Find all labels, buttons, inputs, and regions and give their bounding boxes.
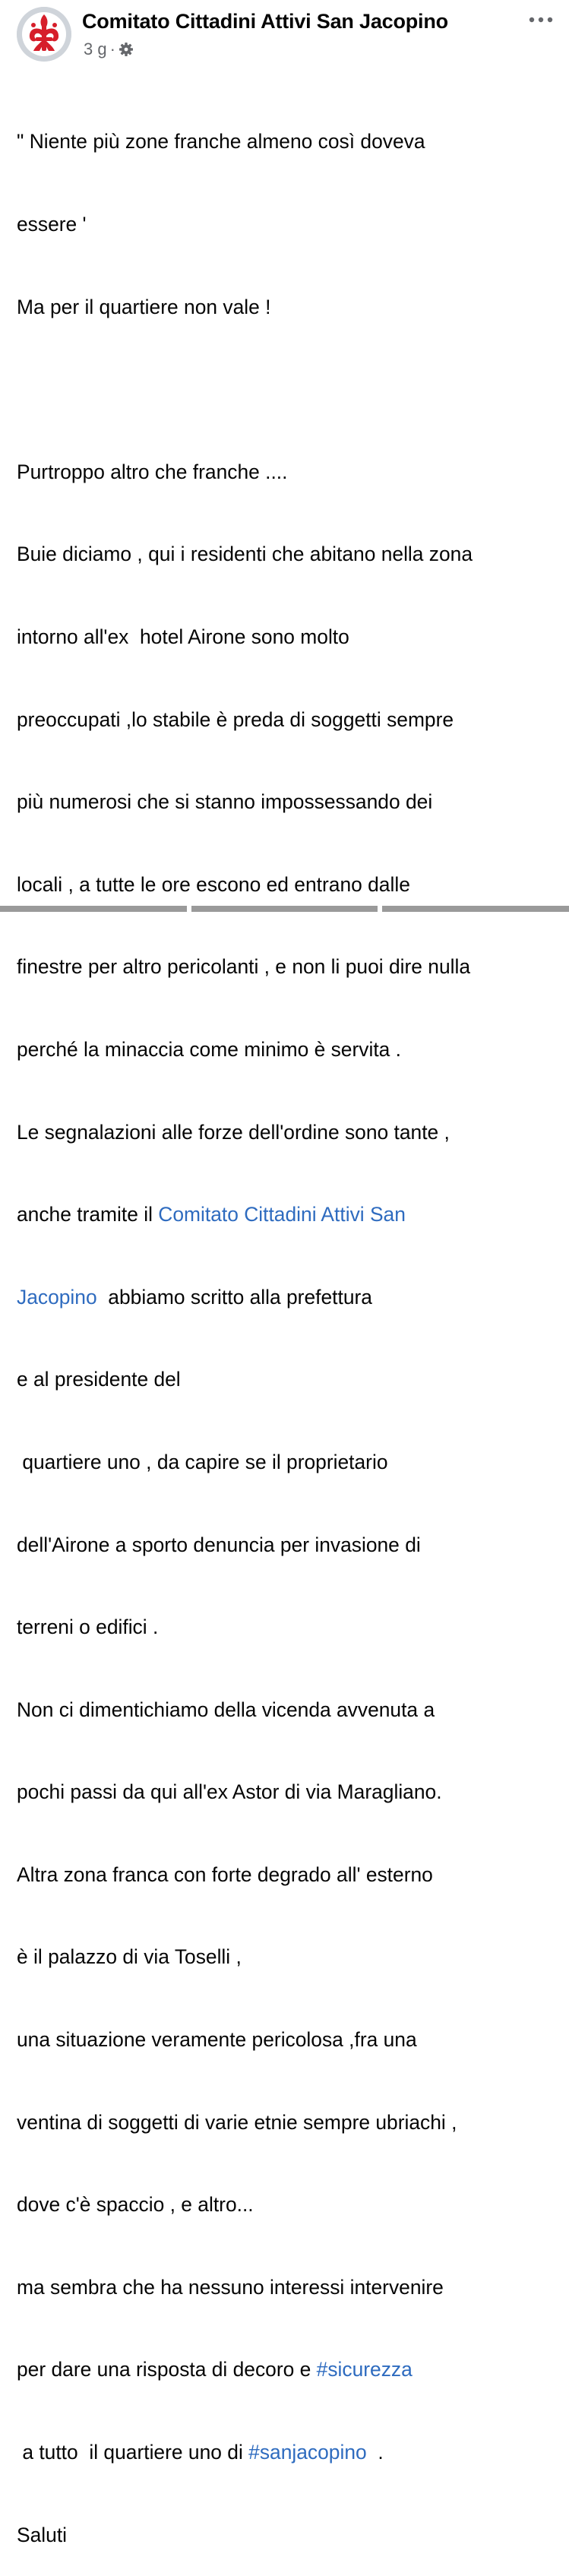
post-body [17, 73, 560, 2576]
post-line [17, 2356, 560, 2383]
page-mention-link[interactable]: Comitato Cittadini Attivi San [158, 1203, 406, 1226]
post-line: ventina di soggetti di varie etnie sempre ubriachi , [17, 2110, 457, 2134]
post-line: e al presidente del [17, 1368, 181, 1391]
post-time[interactable]: 3 g [84, 40, 107, 59]
post-line: è il palazzo di via Toselli , [17, 1945, 242, 1969]
post-line: Purtroppo altro che franche .... [17, 460, 288, 483]
post-line: Ma per il quartiere non vale ! [17, 295, 271, 318]
post-text: . [366, 2441, 384, 2464]
post-line: terreni o edifici . [17, 1616, 159, 1639]
post-line: Non ci dimentichiamo della vicenda avvenuta a [17, 1698, 435, 1721]
photo-thumbnail[interactable] [191, 906, 378, 912]
post-text: anche tramite il [17, 1203, 159, 1226]
post-meta [84, 40, 134, 59]
page-name-link[interactable]: Comitato Cittadini Attivi San Jacopino [82, 10, 448, 33]
florence-lily-icon [17, 7, 71, 62]
hashtag-link[interactable]: #sicurezza [316, 2358, 413, 2381]
post-line [17, 1283, 560, 1311]
post-text: a tutto il quartiere uno di [17, 2441, 249, 2464]
post-line: locali , a tutte le ore escono ed entrano dalle [17, 872, 410, 896]
post-line: Le segnalazioni alle forze dell'ordine sono tante , [17, 1120, 450, 1144]
page-avatar[interactable] [17, 7, 71, 62]
more-dots-icon [529, 17, 553, 23]
post-line: perché la minaccia come minimo è servita . [17, 1037, 402, 1061]
post-line [17, 1201, 560, 1228]
attached-photos-preview[interactable] [0, 906, 569, 912]
post-line: dell'Airone a sporto denuncia per invasione di [17, 1533, 421, 1556]
post-line: ma sembra che ha nessuno interessi intervenire [17, 2275, 444, 2299]
page-mention-link[interactable]: Jacopino [17, 1285, 97, 1309]
post-line [17, 2438, 560, 2466]
more-options-button[interactable] [526, 11, 556, 29]
post-line: " Niente più zone franche almeno così doveva [17, 130, 425, 153]
post-line: quartiere uno , da capire se il proprietario [17, 1450, 388, 1473]
post-line: Saluti [17, 2523, 68, 2546]
post-line: preoccupati ,lo stabile è preda di soggetti sempre [17, 707, 454, 731]
hashtag-link[interactable]: #sanjacopino [248, 2441, 367, 2464]
post-line: dove c'è spaccio , e altro... [17, 2193, 254, 2217]
post-text: per dare una risposta di decoro e [17, 2358, 317, 2381]
post-line: essere ' [17, 213, 87, 236]
photo-thumbnail[interactable] [382, 906, 569, 912]
post-line: pochi passi da qui all'ex Astor di via Maragliano. [17, 1780, 442, 1804]
post-line: più numerosi che si stanno impossessando dei [17, 790, 433, 814]
gear-icon[interactable] [119, 42, 134, 57]
post-line: finestre per altro pericolanti , e non li puoi dire nulla [17, 955, 471, 979]
meta-separator: · [109, 40, 115, 59]
post-header [0, 0, 569, 68]
post-line: intorno all'ex hotel Airone sono molto [17, 625, 349, 648]
post-line: Altra zona franca con forte degrado all' esterno [17, 1862, 433, 1886]
post-line: Buie diciamo , qui i residenti che abitano nella zona [17, 543, 473, 566]
post-line: una situazione veramente pericolosa ,fra una [17, 2028, 417, 2052]
post-line-blank [17, 375, 560, 403]
post-text: abbiamo scritto alla prefettura [96, 1285, 372, 1309]
photo-thumbnail[interactable] [0, 906, 187, 912]
